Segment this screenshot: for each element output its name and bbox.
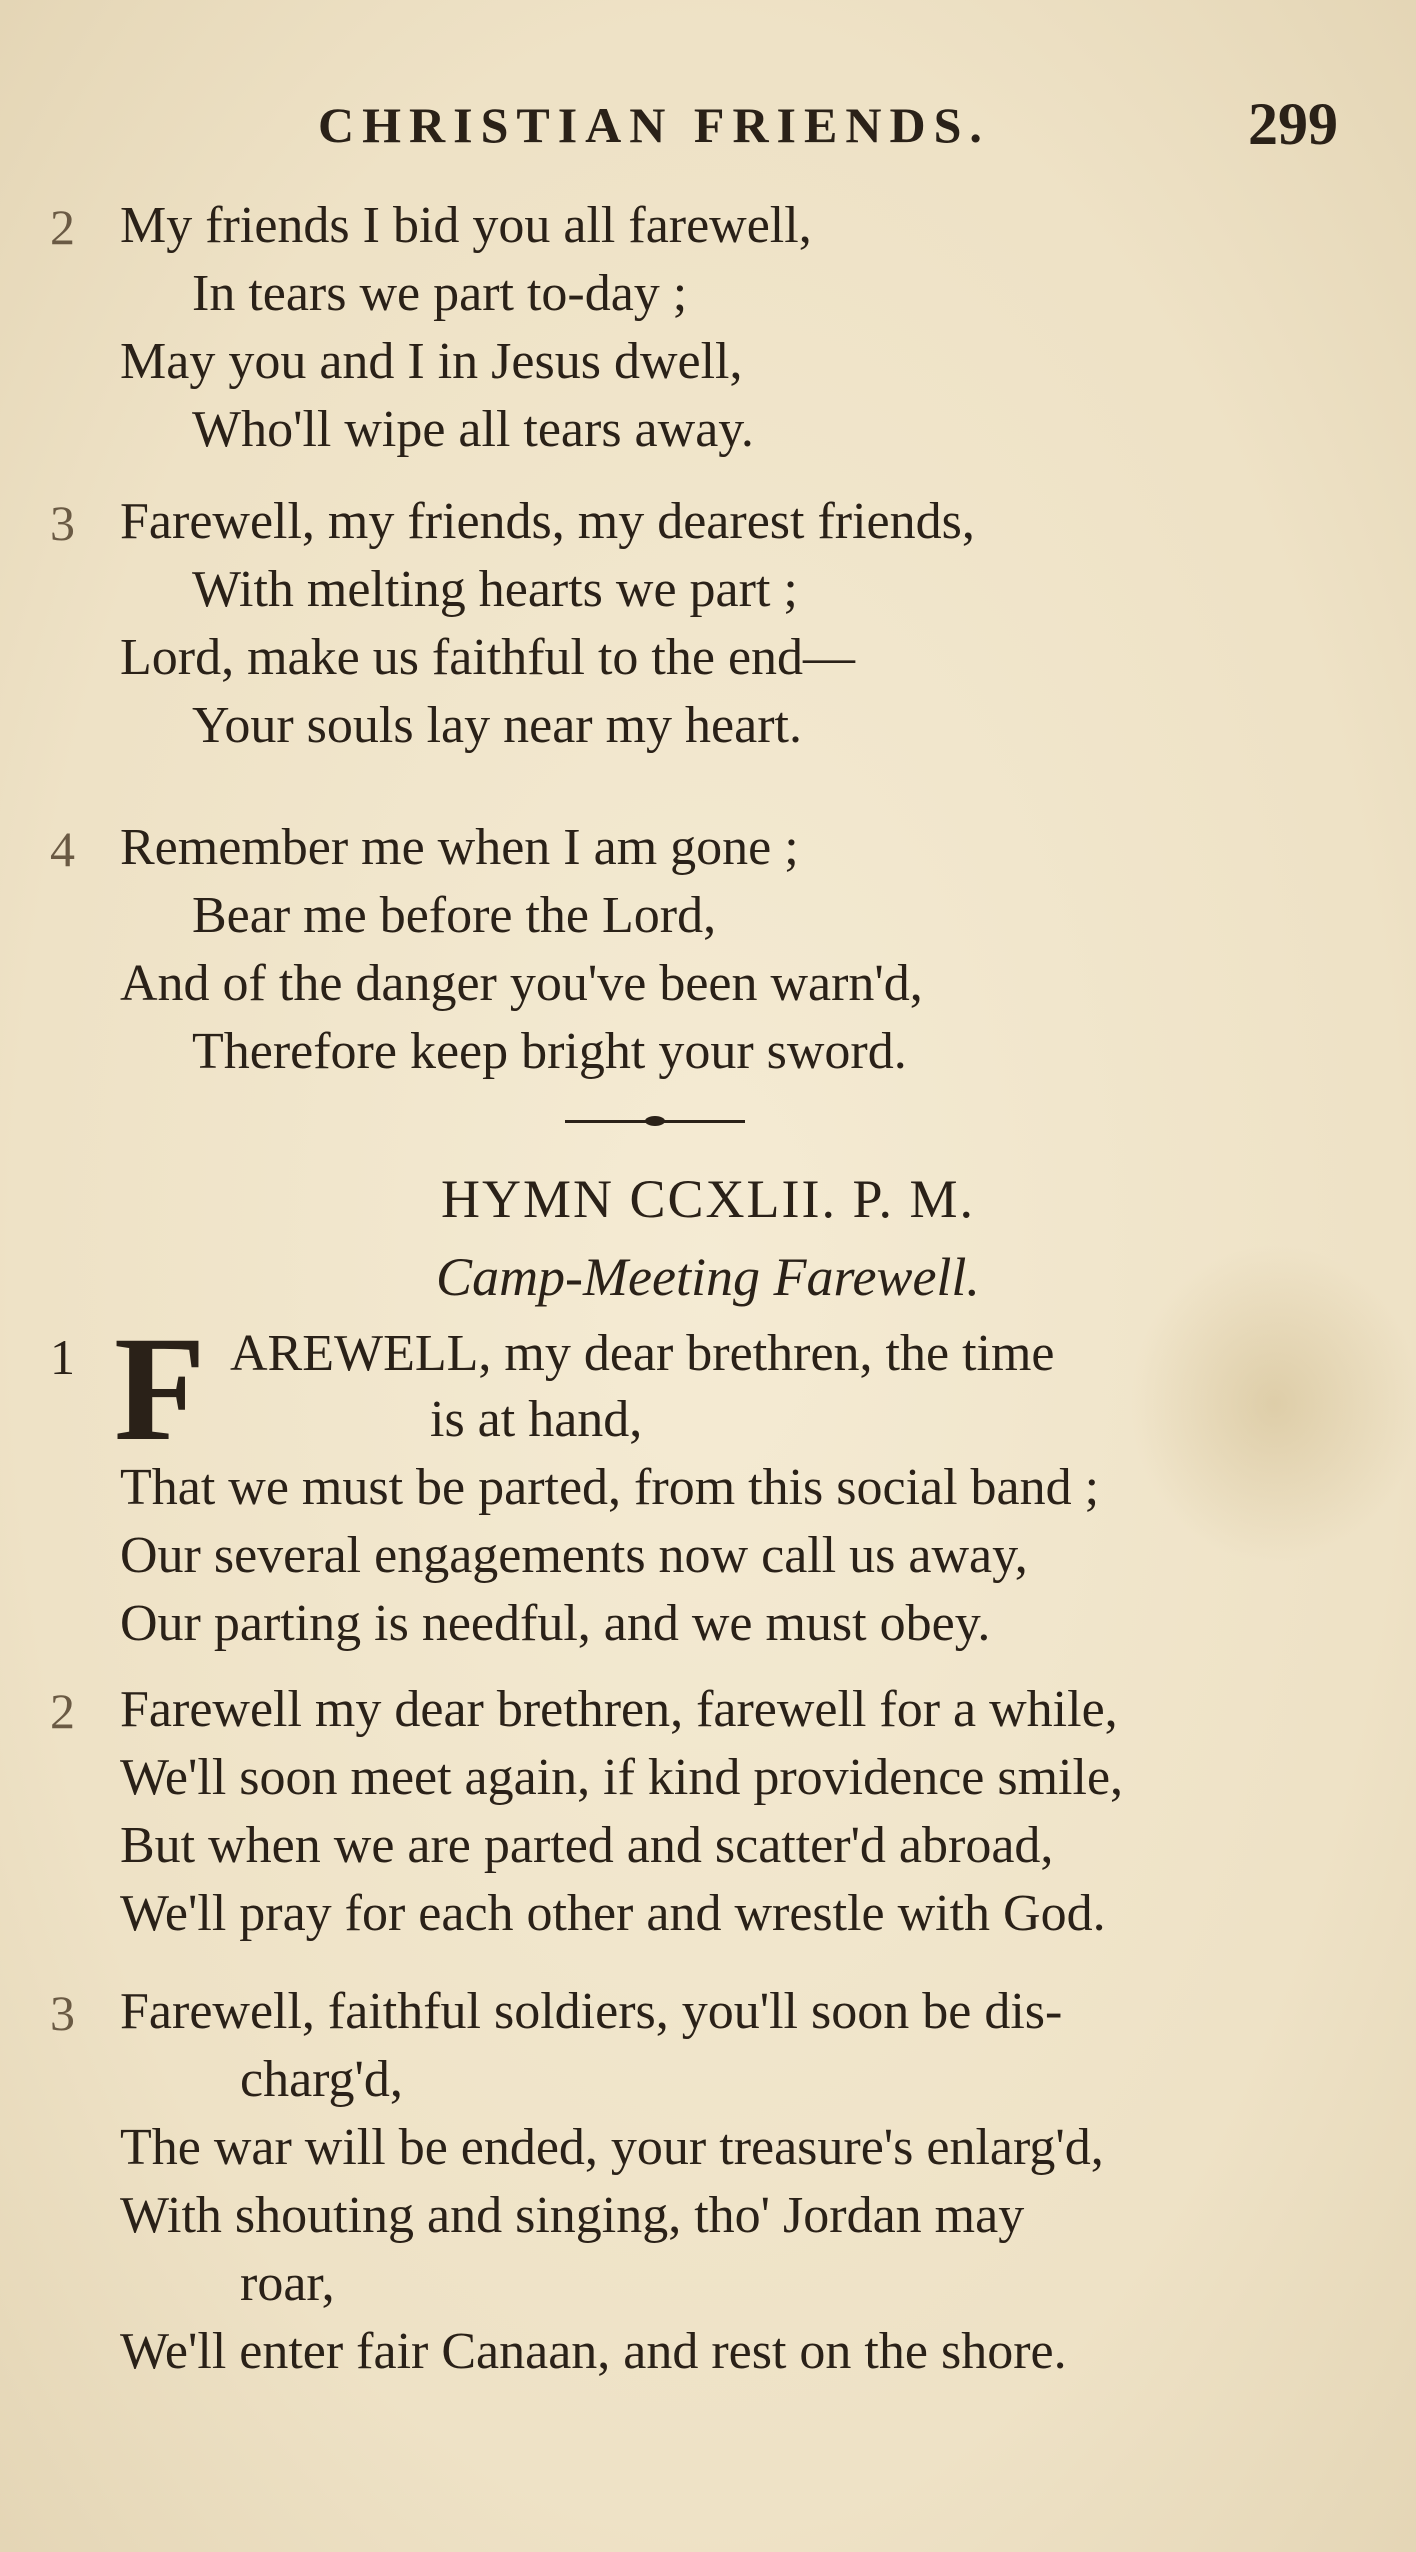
drop-cap: F <box>114 1306 206 1472</box>
running-head: CHRISTIAN FRIENDS. <box>318 97 990 153</box>
verse-line: Farewell, faithful soldiers, you'll soon be dis- <box>120 1983 1063 2040</box>
verse-line: Lord, make us faithful to the end— <box>120 629 856 686</box>
verse-line: The war will be ended, your treasure's enlarg'd, <box>120 2119 1104 2176</box>
verse-line: is at hand, <box>430 1391 643 1448</box>
previous-hymn-stanza-4 <box>0 814 1416 1086</box>
stanza-number: 3 <box>50 1985 75 2041</box>
verse-line: Our parting is needful, and we must obey. <box>120 1595 991 1652</box>
ornamental-divider <box>565 1116 745 1126</box>
verse-line: In tears we part to-day ; <box>192 265 688 322</box>
page-number: 299 <box>1248 91 1338 157</box>
verse-line: And of the danger you've been warn'd, <box>120 955 923 1012</box>
verse-line: May you and I in Jesus dwell, <box>120 333 743 390</box>
verse-line: That we must be parted, from this social band ; <box>120 1459 1100 1516</box>
verse-line: roar, <box>240 2255 335 2312</box>
previous-hymn-stanza-3 <box>0 488 1416 760</box>
verse-line: My friends I bid you all farewell, <box>120 197 812 254</box>
verse-line: Remember me when I am gone ; <box>120 819 799 876</box>
stanza-number: 4 <box>50 821 75 877</box>
hymn-subtitle: Camp-Meeting Farewell. <box>436 1247 980 1307</box>
verse-line: We'll enter fair Canaan, and rest on the shore. <box>120 2323 1067 2380</box>
verse-line: AREWELL, my dear brethren, the time <box>230 1325 1055 1382</box>
divider-ornament <box>645 1116 665 1126</box>
verse-line: But when we are parted and scatter'd abroad, <box>120 1817 1054 1874</box>
stanza-number: 2 <box>50 199 75 255</box>
verse-line: Farewell my dear brethren, farewell for a while, <box>120 1681 1118 1738</box>
previous-hymn-stanza-2 <box>0 192 1416 464</box>
hymn-stanza-2 <box>0 1676 1416 1948</box>
verse-line: Therefore keep bright your sword. <box>192 1023 907 1080</box>
hymn-stanza-3 <box>0 1978 1416 2386</box>
verse-line: With melting hearts we part ; <box>192 561 798 618</box>
verse-line: With shouting and singing, tho' Jordan may <box>120 2187 1025 2244</box>
verse-line: Our several engagements now call us away, <box>120 1527 1028 1584</box>
stanza-number: 1 <box>50 1329 75 1385</box>
page-header <box>318 91 1338 166</box>
stanza-number: 3 <box>50 495 75 551</box>
stanza-number: 2 <box>50 1683 75 1739</box>
verse-line: Your souls lay near my heart. <box>192 697 802 754</box>
verse-line: Who'll wipe all tears away. <box>192 401 754 458</box>
verse-line: Bear me before the Lord, <box>192 887 717 944</box>
verse-line: We'll soon meet again, if kind providence smile, <box>120 1749 1124 1806</box>
verse-line: Farewell, my friends, my dearest friends, <box>120 493 975 550</box>
hymn-title: HYMN CCXLII. P. M. <box>440 1169 976 1229</box>
verse-line: charg'd, <box>240 2051 403 2108</box>
verse-line: We'll pray for each other and wrestle with God. <box>120 1885 1106 1942</box>
